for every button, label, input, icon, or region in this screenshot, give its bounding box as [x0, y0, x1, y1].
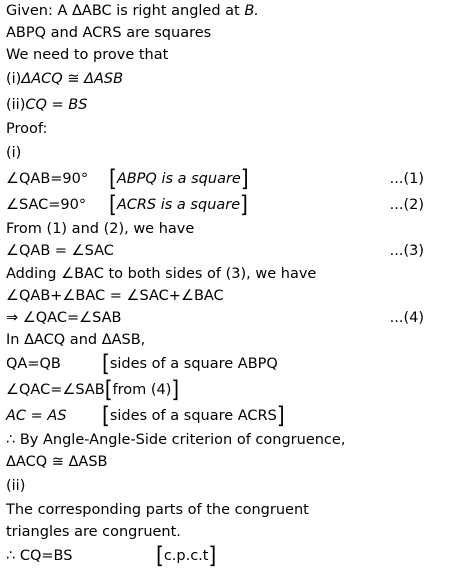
qac-sab-reason: from (4) — [112, 381, 172, 398]
ref-1: ...(1) — [389, 171, 424, 188]
from-1-2-line — [6, 218, 446, 240]
adding-text: Adding ∠BAC to both sides of (3), we have — [6, 265, 317, 282]
solution-document — [6, 0, 446, 569]
part-2-label: (ii) — [6, 478, 26, 495]
left-bracket: [ — [102, 401, 110, 429]
ref-3: ...(3) — [389, 243, 424, 260]
left-bracket: [ — [109, 190, 117, 219]
right-bracket: ] — [276, 401, 285, 429]
from-1-2-text: From (1) and (2), we have — [6, 221, 195, 238]
right-bracket: ] — [171, 375, 180, 403]
claim-1-label: (i) — [6, 71, 22, 88]
given-vertex: B. — [244, 3, 259, 19]
claim-1-text: ΔACQ ≅ ΔASB — [21, 71, 124, 88]
qa-qb-statement: QA=QB — [6, 355, 61, 372]
part-2-heading — [6, 473, 446, 499]
part-1-heading — [6, 140, 446, 166]
cpct-text-1: The corresponding parts of the congruent — [6, 502, 309, 519]
ac-as-statement: AC = AS — [6, 407, 67, 424]
sac-90-reason: ACRS is a square — [116, 197, 241, 214]
conclusion-1-line — [6, 451, 446, 473]
right-bracket: ] — [208, 541, 217, 569]
qa-qb-reason: sides of a square ABPQ — [109, 355, 278, 372]
step-sac-90 — [6, 192, 446, 218]
proof-heading — [6, 118, 446, 140]
step-qab-90 — [6, 166, 446, 192]
qab-90-reason: ABPQ is a square — [116, 171, 241, 188]
claim-1-line — [6, 66, 446, 92]
sum-eq-statement: ∠QAB+∠BAC = ∠SAC+∠BAC — [6, 287, 224, 304]
in-triangles-line — [6, 329, 446, 351]
squares-text: ABPQ and ACRS are squares — [6, 25, 212, 42]
ac-as-reason: sides of a square ACRS — [109, 407, 277, 424]
part-1-label: (i) — [6, 145, 22, 162]
by-aas-line — [6, 429, 446, 451]
left-bracket: [ — [102, 349, 110, 377]
step-qa-qb — [6, 351, 446, 377]
cpct-line-1 — [6, 499, 446, 521]
qab-90-statement: ∠QAB=90° — [6, 171, 89, 188]
claim-2-label: (ii) — [6, 97, 26, 114]
right-bracket: ] — [240, 190, 248, 219]
step-qac-sab — [6, 377, 446, 403]
given-prefix: Given: A — [6, 3, 72, 19]
ref-2: ...(2) — [389, 197, 424, 214]
implies-statement: ⇒ ∠QAC=∠SAB — [6, 309, 122, 326]
qab-eq-sac-statement: ∠QAB = ∠SAC — [6, 243, 114, 260]
need-line — [6, 44, 446, 66]
implies-line — [6, 307, 446, 329]
need-text: We need to prove that — [6, 47, 169, 64]
final-statement: ∴ CQ=BS — [6, 548, 73, 565]
claim-2-text: CQ = BS — [25, 97, 88, 114]
by-aas-text: ∴ By Angle-Angle-Side criterion of congruence, — [6, 431, 346, 448]
left-bracket: [ — [156, 541, 164, 569]
right-bracket: ] — [240, 164, 249, 193]
left-bracket: [ — [104, 375, 113, 403]
given-triangle: ΔABC is right angled at — [71, 3, 245, 19]
cpct-line-2 — [6, 521, 446, 543]
ref-4: ...(4) — [389, 309, 424, 326]
step-ac-as — [6, 403, 446, 429]
step-qab-eq-sac — [6, 240, 446, 262]
given-line — [6, 0, 446, 22]
claim-2-line — [6, 92, 446, 118]
qac-sab-statement: ∠QAC=∠SAB — [6, 381, 105, 398]
adding-line — [6, 263, 446, 285]
conclusion-1-statement: ΔACQ ≅ ΔASB — [6, 454, 108, 471]
left-bracket: [ — [109, 164, 117, 193]
sum-eq-line — [6, 285, 446, 307]
final-reason: c.p.c.t — [163, 548, 209, 565]
in-triangles-text: In ΔACQ and ΔASB, — [6, 331, 146, 348]
proof-text: Proof: — [6, 121, 48, 138]
cpct-text-2: triangles are congruent. — [6, 524, 181, 541]
sac-90-statement: ∠SAC=90° — [6, 197, 87, 214]
final-line — [6, 543, 446, 569]
squares-line — [6, 22, 446, 44]
